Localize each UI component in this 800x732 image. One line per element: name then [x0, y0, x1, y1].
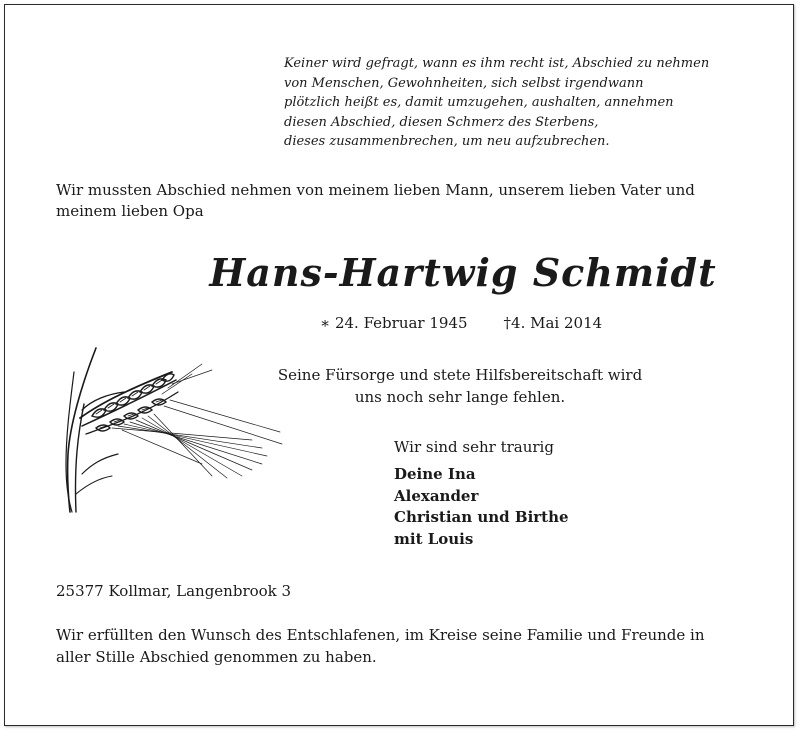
mourners-list [394, 464, 569, 550]
poem-line: von Menschen, Gewohnheiten, sich selbst irgendwann [284, 75, 644, 91]
closing-line: Wir erfüllten den Wunsch des Entschlafenen, im Kreise seine Familie und Freunde in [56, 626, 705, 644]
intro-text [56, 180, 756, 222]
closing-text [56, 624, 756, 668]
poem-line: dieses zusammenbrechen, um neu aufzubrechen. [284, 134, 610, 149]
intro-line: Wir mussten Abschied nehmen von meinem lieben Mann, unserem lieben Vater und [56, 181, 695, 199]
deceased-name: Hans-Hartwig Schmidt [209, 250, 717, 295]
poem [284, 54, 784, 152]
death-date: †4. Mai 2014 [503, 314, 603, 332]
mourner-name: Alexander [394, 486, 479, 505]
birth-date: ∗ 24. Februar 1945 [320, 314, 468, 332]
care-line: uns noch sehr lange fehlen. [354, 388, 566, 406]
closing-line: aller Stille Abschied genommen zu haben. [56, 648, 377, 666]
poem-line: Keiner wird gefragt, wann es ihm recht ist, Abschied zu nehmen [284, 56, 710, 71]
poem-line: plötzlich heißt es, damit umzugehen, aushalten, annehmen [284, 95, 674, 110]
poem-line: diesen Abschied, diesen Schmerz des Sterbens, [284, 114, 599, 130]
mourner-name: mit Louis [394, 529, 474, 548]
address: 25377 Kollmar, Langenbrook 3 [56, 582, 292, 600]
mourners-intro: Wir sind sehr traurig [394, 438, 554, 456]
care-line: Seine Fürsorge und stete Hilfsbereitschaft wird [277, 366, 643, 384]
intro-line: meinem lieben Opa [56, 202, 204, 220]
life-dates [320, 312, 602, 334]
care-text [250, 364, 670, 408]
mourner-name: Christian und Birthe [394, 508, 569, 526]
mourner-name: Deine Ina [394, 465, 476, 483]
